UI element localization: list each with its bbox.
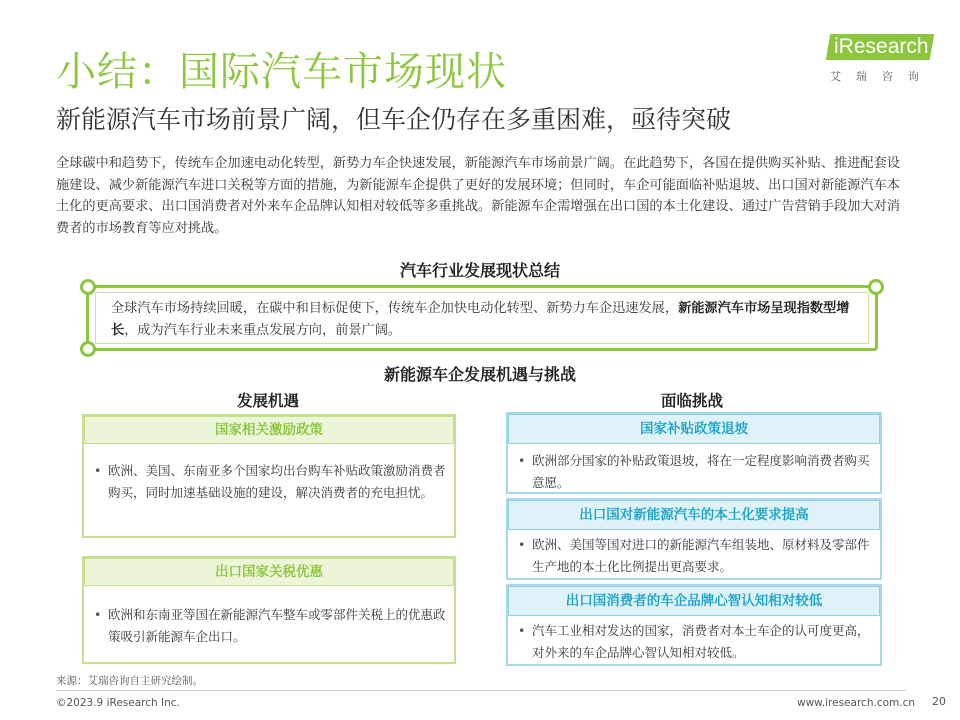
opportunities-column-title: 发展机遇 <box>236 392 299 410</box>
page-number: 20 <box>932 695 946 708</box>
challenge-card-body: • 欧洲部分国家的补贴政策退坡，将在一定程度影响消费者购买意愿。 <box>518 450 872 494</box>
page-title: 小结：国际汽车市场现状 <box>56 49 507 95</box>
opportunity-card-body: • 欧洲、美国、东南亚多个国家均出台购车补贴政策激励消费者购买，同时加速基础设施的建设，解决消费者的充电担忧。 <box>94 460 446 504</box>
opportunity-card-title: 国家相关激励政策 <box>84 416 454 444</box>
opportunities-heading: 新能源车企发展机遇与挑战 <box>383 365 576 384</box>
summary-scroll-box <box>86 285 878 351</box>
source-note: 来源：艾瑞咨询自主研究绘制。 <box>56 675 203 687</box>
challenge-card-body: • 汽车工业相对发达的国家，消费者对本土车企的认可度更高，对外来的车企品牌心智认知相对较低。 <box>518 620 872 664</box>
summary-text-plain: 全球汽车市场持续回暖，在碳中和目标促使下，传统车企加快电动化转型、新势力车企迅速发展， <box>111 301 679 316</box>
opportunity-card-incentive <box>82 414 456 538</box>
opportunity-card-title: 出口国家关税优惠 <box>84 558 454 586</box>
challenge-card-title: 国家补贴政策退坡 <box>508 414 880 444</box>
footer-divider <box>56 690 906 691</box>
intro-paragraph: 全球碳中和趋势下，传统车企加速电动化转型，新势力车企快速发展，新能源汽车市场前景广阔。在此趋势下，各国在提供购买补贴、推进配套设施建设、减少新能源汽车进口关税等方面的措施，为新能源车企提供了更好的发展环境；但同时，车企可能面临补贴退坡、出口国对新能源汽车本土化的更高要求、出口国消费者对外来车企品牌认知相对较低等多重挑战。新能源车企需增强在出口国的本土化建设、通过广告营销手段加大对消费者的市场教育等应对挑战。 <box>56 156 900 236</box>
copyright: ©2023.9 iResearch Inc. <box>56 697 180 709</box>
opportunity-card-body: • 欧洲和东南亚等国在新能源汽车整车或零部件关税上的优惠政策吸引新能源车企出口。 <box>94 604 446 648</box>
page-subtitle: 新能源汽车市场前景广阔，但车企仍存在多重困难，亟待突破 <box>56 105 732 134</box>
challenge-card-title: 出口国消费者的车企品牌心智认知相对较低 <box>508 586 880 616</box>
website-url: www.iresearch.com.cn <box>797 697 916 709</box>
scroll-curl-bottom-left <box>80 341 96 357</box>
challenge-card-localization <box>506 498 882 580</box>
challenge-card-subsidy <box>506 412 882 494</box>
challenge-card-title: 出口国对新能源汽车的本土化要求提高 <box>508 500 880 530</box>
scroll-curl-top-left <box>80 279 96 295</box>
challenge-card-brand <box>506 584 882 666</box>
logo-cn: 艾瑞咨询 <box>830 70 934 83</box>
challenge-card-body: • 欧洲、美国等国对进口的新能源汽车组装地、原材料及零部件生产地的本土化比例提出更高要求。 <box>518 534 872 578</box>
summary-text <box>111 298 861 342</box>
summary-text-bold: 新能源汽车市场呈现指数型增长 <box>111 301 850 338</box>
iresearch-logo <box>822 32 934 84</box>
summary-heading: 汽车行业发展现状总结 <box>399 261 560 280</box>
challenges-column-title: 面临挑战 <box>660 392 723 410</box>
scroll-curl-top-right <box>868 279 884 295</box>
summary-text-tail: ，成为汽车行业未来重点发展方向，前景广阔。 <box>124 323 402 338</box>
opportunity-card-tariff <box>82 556 456 664</box>
logo-brand: iResearch <box>834 35 929 58</box>
